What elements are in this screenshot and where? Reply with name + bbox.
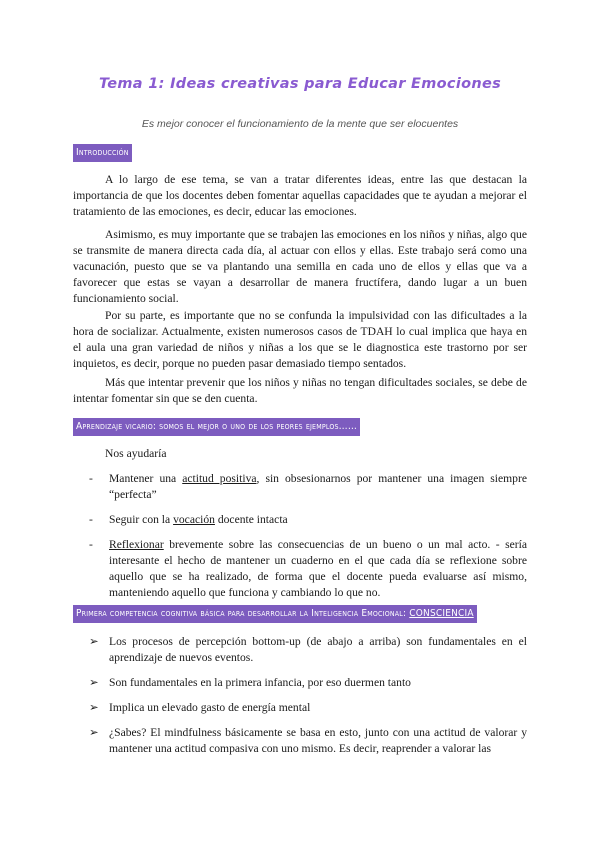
underlined-term: actitud positiva <box>182 472 257 485</box>
list-item: ➢ ¿Sabes? El mindfulness básicamente se basa en esto, junto con una actitud de valorar y mantener una actitud compasiva con uno mismo. Es decir, reaprender a valorar las <box>89 726 527 755</box>
list-item: ➢ Los procesos de percepción bottom-up (de abajo a arriba) son fundamentales en el aprendizaje de nuevos eventos. <box>89 635 527 664</box>
underlined-term: vocación <box>173 513 215 526</box>
section-heading-primera: Primera competencia cognitiva básica para desarrollar la Inteligencia Emocional: CONSCIENCIA <box>73 605 477 623</box>
paragraph-1: A lo largo de ese tema, se van a tratar diferentes ideas, entre las que destacan la importancia de que los docentes deben fomentar aquellas capacidades que te ayudan a mejorar el tratamiento de las emociones, es decir, educar las emociones. <box>73 173 527 218</box>
dash-marker: - <box>89 538 93 551</box>
arrow-bullet-icon: ➢ <box>89 635 99 648</box>
arrow-bullet-icon: ➢ <box>89 676 99 689</box>
list-item: - Mantener una actitud positiva, sin obsesionarnos por mantener una imagen siempre “perfecta” <box>89 472 527 501</box>
dash-marker: - <box>89 513 93 526</box>
list-item: - Seguir con la vocación docente intacta <box>89 513 288 526</box>
paragraph-5: Nos ayudaría <box>105 447 167 460</box>
section-heading-intro: Introducción <box>73 144 132 162</box>
arrow-bullet-icon: ➢ <box>89 726 99 739</box>
paragraph-3: Por su parte, es importante que no se confunda la impulsividad con las dificultades a la hora de socializar. Actualmente, existen numerosos casos de TDAH lo cual implica que haya en el aula una gran variedad de niños y niñas a los que se le diagnostica este trastorno por ser inquietos, es decir, porque no pueden pasar demasiado tiempo sentados. <box>73 309 527 370</box>
list-item: - Reflexionar brevemente sobre las consecuencias de un bueno o un mal acto. - sería interesante el hecho de mantener un cuaderno en el que cada día se reflexione sobre aquello que se ha realizado, de forma que el docente pueda evaluarse así mismo, manteniendo aquello que funciona y cambiando lo que no. <box>89 538 527 599</box>
list-item: ➢ Son fundamentales en la primera infancia, por eso duermen tanto <box>89 676 411 689</box>
underlined-term: Reflexionar <box>109 538 164 551</box>
heading-link-consciencia[interactable]: CONSCIENCIA <box>409 608 474 619</box>
page-subtitle: Es mejor conocer el funcionamiento de la mente que ser elocuentes <box>141 118 459 130</box>
paragraph-2: Asimismo, es muy importante que se trabajen las emociones en los niños y niñas, algo que se transmite de manera directa cada día, al actuar con ellos y ellas. Este trabajo será como una vacunación, puesto que se va plantando una semilla en cada uno de ellos y ellas que va a favorecer que estas se vayan a desarrollar de manera fructífera, dando lugar a un buen funcionamiento social. <box>73 228 527 305</box>
list-item: ➢ Implica un elevado gasto de energía mental <box>89 701 311 714</box>
arrow-bullet-icon: ➢ <box>89 701 99 714</box>
page-title: Tema 1: Ideas creativas para Educar Emociones <box>98 76 502 92</box>
dash-marker: - <box>89 472 93 485</box>
paragraph-4: Más que intentar prevenir que los niños y niñas no tengan dificultades sociales, se debe de intentar fomentar sin que se den cuenta. <box>73 376 527 405</box>
section-heading-aprendizaje: Aprendizaje vicario: somos el mejor o uno de los peores ejemplos…… <box>73 418 360 436</box>
